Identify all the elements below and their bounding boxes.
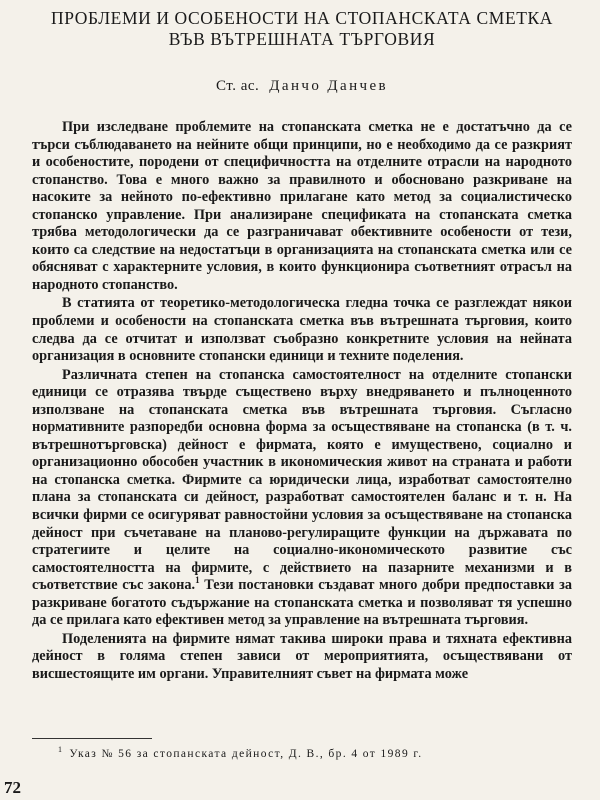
article-page [32,8,572,684]
paragraph-3-tail: Тези постановки създават много добри предпоставки за разкриване богатото съдържание на стопанската сметка и позволяват тя успешно да се прилага като ефективен метод за управление на вътрешната търговия. [32,577,573,629]
footnote-divider [32,738,152,739]
article-title [32,8,572,50]
footnote-reference: 1 [195,575,200,586]
footnote-mark: 1 [58,745,64,754]
footnote [58,743,558,761]
article-title-line-2: ВЪВ ВЪТРЕШНАТА ТЪРГОВИЯ [168,29,436,49]
paragraph-3-text: Различната степен на стопанска самостоятелност на отделните стопански единици се отразява твърде съществено върху внедряването и пълноценното използване на стопанската сметка във вътрешната търговия. Съгласно нормативните разпоредби основна форма за осъществяване на стопанска (в т. ч. вътрешнотърговска) дейност е фирмата, която е имуществено, социално и организационно обособен участник в икономическия живот на страната и работи на стопанска сметка. Фирмите са юридически лица, изработват самостоятелно плана за стопанската си дейност, разработват самостоятелен баланс и т. н. На всички фирми се осигуряват равностойни условия за осъществяване на стопанска дейност при съчетаване на планово-регулиращите функции на държавата по стратегиите и целите на социално-икономическото развитие със самостоятелността на фирмите, с действието на пазарните механизми и в съответствие със закона. [32,366,572,594]
author-name: Данчо Данчев [269,78,389,94]
author-rank: Ст. ас. [215,78,260,94]
article-body [32,119,572,684]
paragraph-4: Поделенията на фирмите нямат такива широки права и тяхната ефективна дейност в голяма степен зависи от мероприятията, осъществявани от висшестоящите им органи. Управителният съвет на фирмата може [32,630,572,682]
paragraph-1: При изследване проблемите на стопанската сметка не е достатъчно да се търси съблюдаването на нейните общи принципи, но е необходимо да се разкрият и особеностите, породени от специфичността на отделните отрасли на народното стопанство. Това е много важно за правилното и обосновано разкриване на насоките за нейното по-ефективно прилагане като метод за социалистическо стопанско управление. При анализиране спецификата на стопанската сметка трябва методологически да се разграничават обективните особености от тези, които са следствие на недостатъци в организацията на стопанската сметка или се обясняват с характерните условия, в които функционира съответният отрасъл на народното стопанство. [32,119,572,293]
footnote-text: Указ № 56 за стопанската дейност, Д. В., бр. 4 от 1989 г. [69,747,423,760]
author-line [32,78,572,95]
paragraph-3 [32,367,572,630]
article-title-line-1: ПРОБЛЕМИ И ОСОБЕНОСТИ НА СТОПАНСКАТА СМЕТКА [50,8,554,28]
page-number: 72 [4,778,21,797]
paragraph-2: В статията от теоретико-методологическа гледна точка се разглеждат някои проблеми и особености на стопанската сметка във вътрешната търговия, които следва да се отчитат и използват съобразно конкретните условия на нейната организация в основните стопански единици и техните поделения. [32,295,572,365]
